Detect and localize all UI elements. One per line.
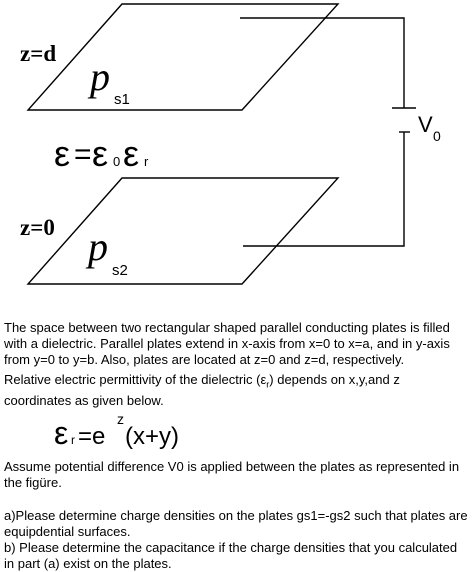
top-plate-label: z=d (20, 41, 57, 66)
equation-equals-e: =e (78, 423, 106, 450)
problem-statement: The space between two rectangular shaped parallel conducting plates is filled with a dielectric. Parallel plates extend in x-axis from x=0 to x=a, and in y-axis from y=0 to y=b. Also, plates are located at z=0 and z=d, respectively. (4, 320, 450, 367)
eps-symbol: ε (54, 415, 69, 451)
eps-symbol: ε (260, 372, 267, 387)
eps-subscript-r: r (71, 433, 75, 447)
eps-subscript-r: r (144, 154, 149, 169)
equation-rhs: (x+y) (125, 423, 179, 450)
voltage-symbol: V (418, 112, 433, 137)
rho-symbol: p (90, 54, 110, 99)
permittivity-formula (50, 408, 270, 454)
top-charge-density (87, 54, 130, 108)
permittivity-equation (54, 133, 149, 174)
voltage-subscript: 0 (433, 128, 441, 144)
question-a: a)Please determine charge densities on the plates gs1=-gs2 such that plates are equipdential surfaces. (4, 508, 468, 539)
eps-symbol: ε (54, 133, 71, 174)
permittivity-text-after: ) depends on x,y,and z coordinates as given below. (4, 372, 400, 408)
circuit-wire (240, 18, 416, 246)
top-charge-subscript: s1 (114, 91, 130, 108)
assumption-text: Assume potential difference V0 is applied between the plates as represented in the figüre. (4, 459, 460, 490)
bottom-charge-subscript: s2 (112, 262, 128, 279)
eps-subscript-r: r (266, 379, 270, 390)
permittivity-description (4, 372, 470, 409)
rho-symbol: p (88, 224, 108, 269)
equals-sign: = (74, 138, 92, 171)
eps-symbol: ε (123, 133, 140, 174)
voltage-label (418, 112, 441, 144)
top-plate (28, 4, 338, 110)
eps-subscript-0: 0 (113, 154, 121, 169)
eps-symbol: ε (92, 133, 109, 174)
bottom-charge-density (85, 224, 128, 279)
permittivity-text-before: Relative electric permittivity of the dielectric ( (4, 372, 261, 387)
equation-exponent: z (117, 411, 124, 427)
question-b: b) Please determine the capacitance if the charge densities that you calculated in part (a) exist on the plates. (4, 540, 458, 571)
bottom-plate (28, 178, 338, 284)
bottom-plate-label: z=0 (20, 215, 55, 240)
